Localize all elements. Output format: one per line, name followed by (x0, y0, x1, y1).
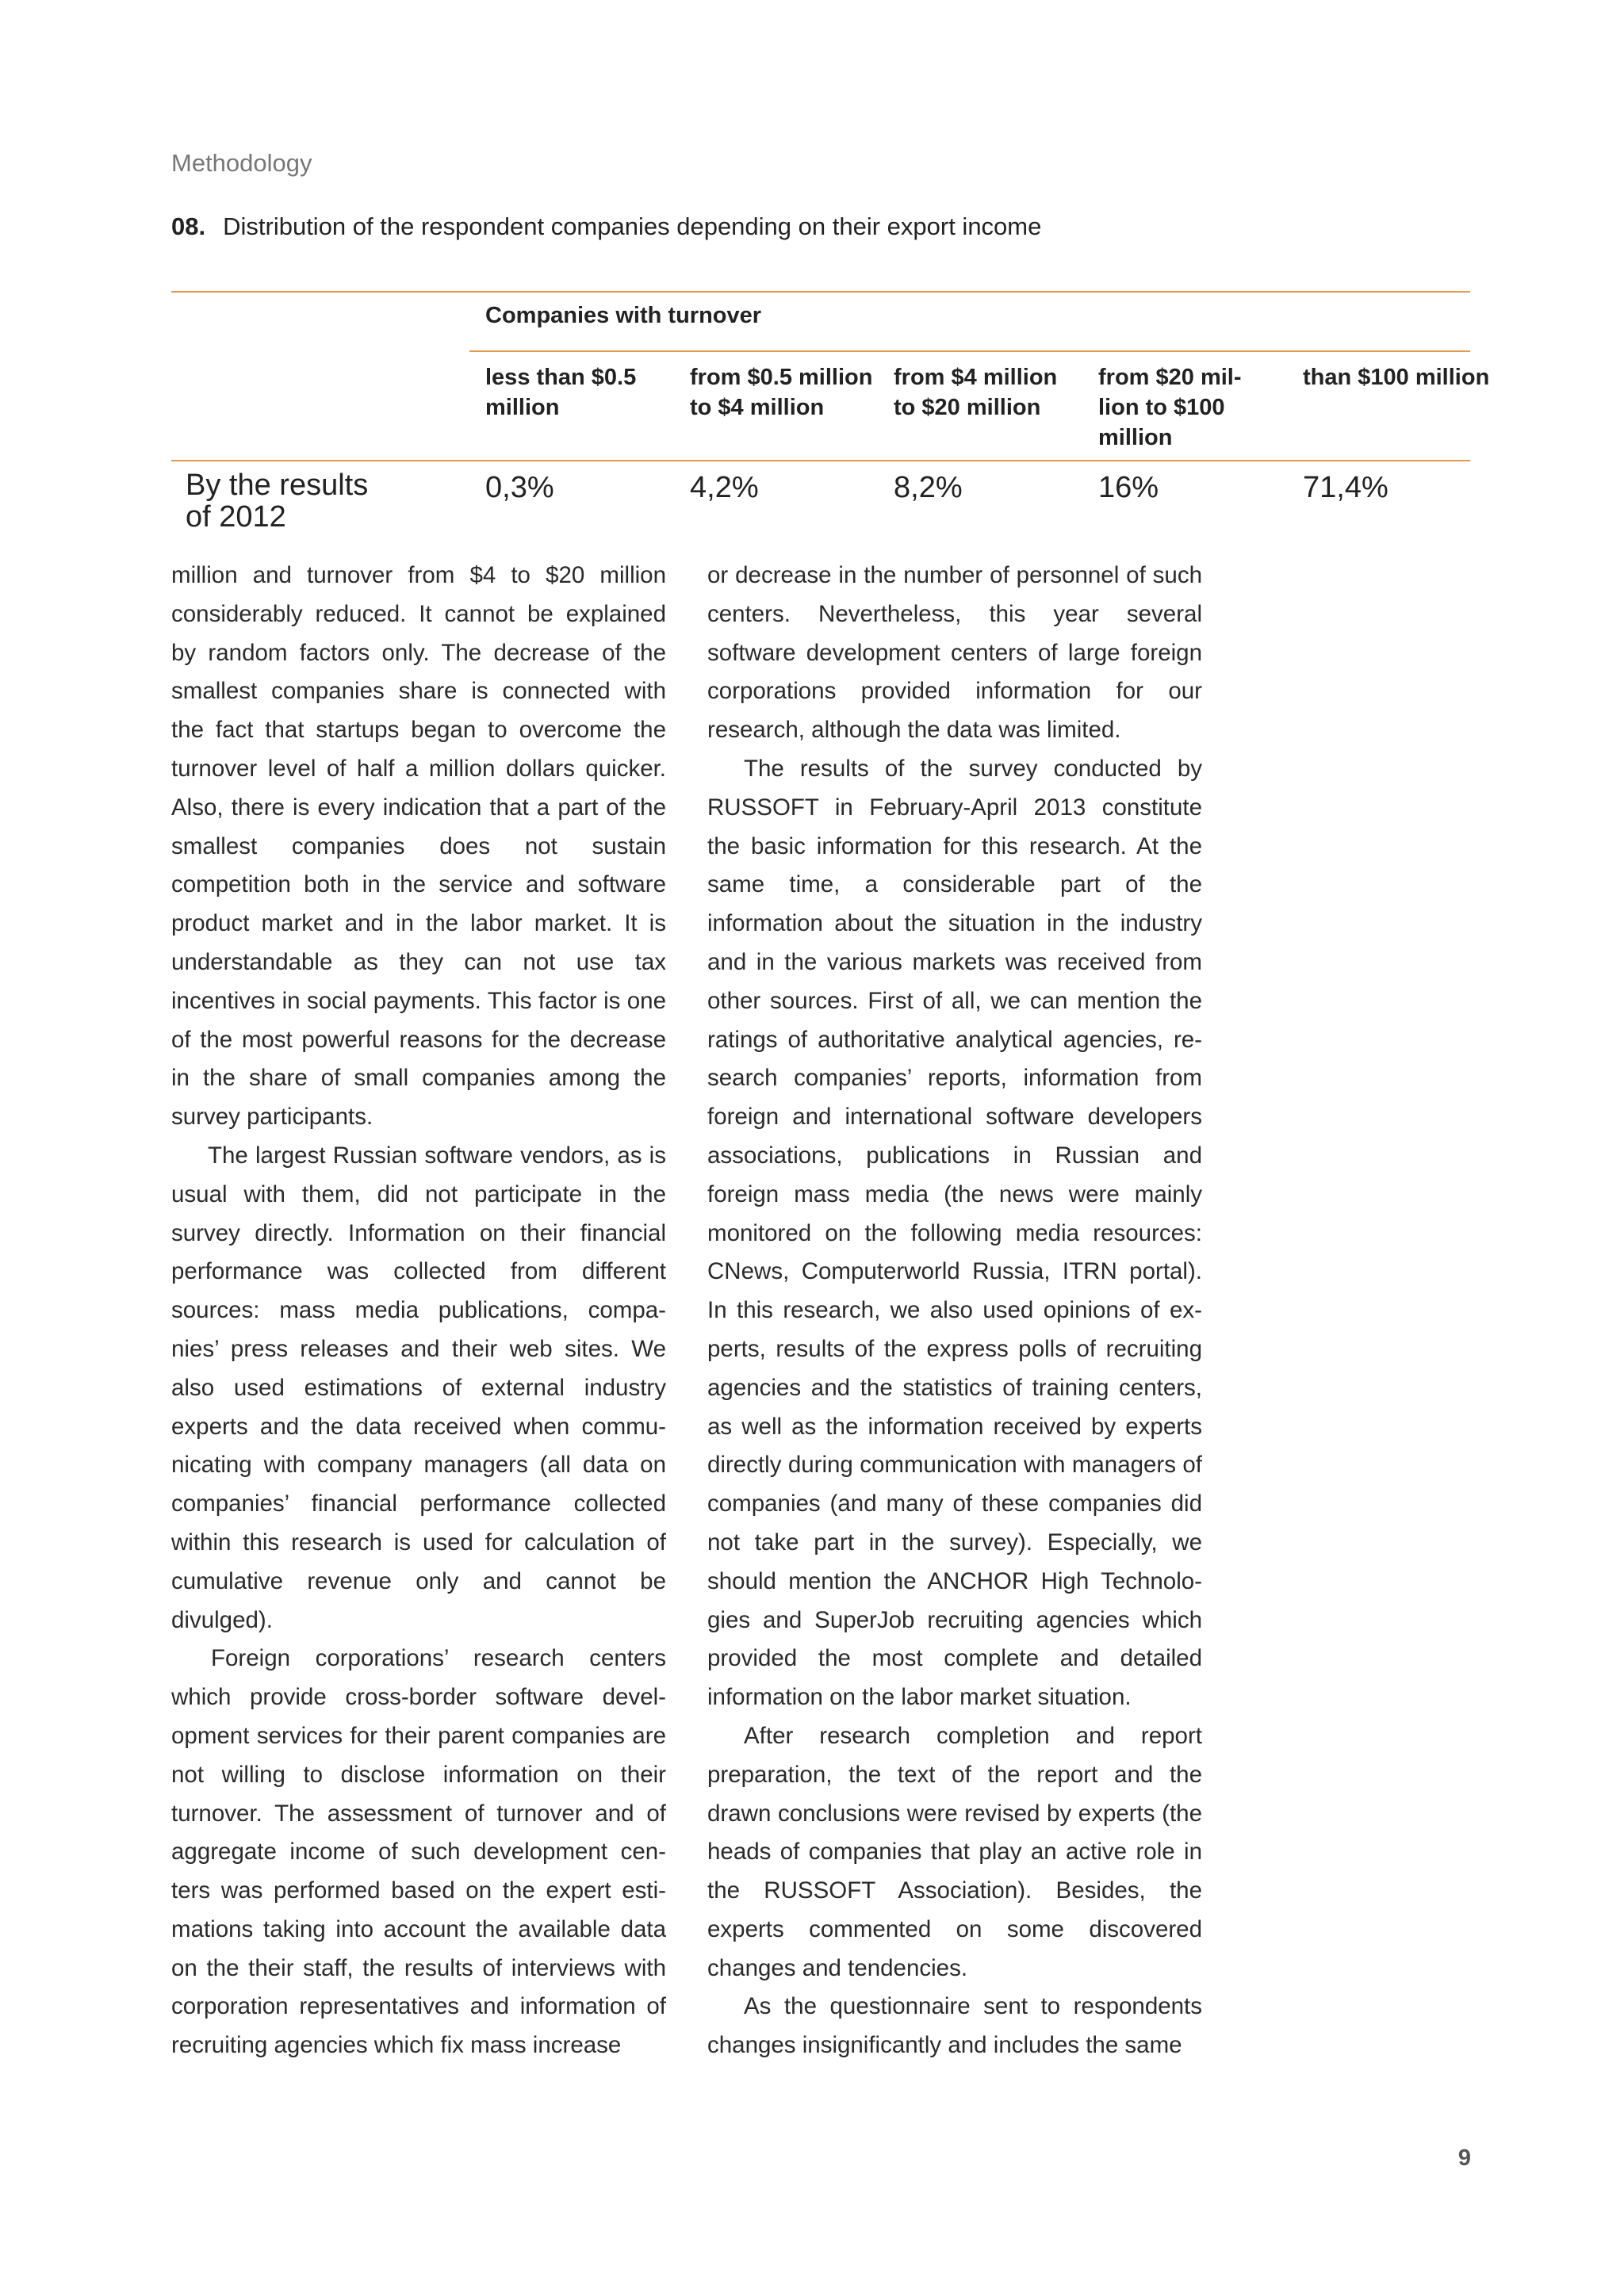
figure-number: 08. (171, 212, 206, 240)
paragraph: After research completion and report preparation, the text of the report and the drawn conclusions were revised by experts (the heads of companies that play an active role in the RUSSOFT Association). Besides, the experts commented on some discovered changes and tendencies. (707, 1722, 1202, 1981)
paragraph: million and turnover from $4 to $20 million considerably reduced. It cannot be explained by random factors only. The decrease of the smallest companies share is connected with the fact that startups began to overcome the turnover level of half a million dollars quicker. Also, there is every indication that a part of the smallest companies does not sustain competition both in the service and software product market and in the labor market. It is understandable as they can not use tax incentives in social payments. This factor is one of the most powerful reasons for the decrease in the share of small companies among the survey participants. (171, 562, 666, 1131)
page-number: 9 (1457, 2145, 1471, 2171)
table-top-rule (171, 291, 1470, 293)
table-cell: 8,2% (894, 471, 963, 504)
row-label: By the results of 2012 (186, 469, 369, 534)
table-cell: 0,3% (485, 471, 554, 504)
table-group-header: Companies with turnover (485, 303, 762, 328)
table-cell: 71,4% (1303, 471, 1388, 504)
table-group-rule (469, 350, 1470, 352)
column-header: from $4 million to $20 million (894, 365, 1058, 420)
figure-title: Distribution of the respondent companies depending on their export income (223, 212, 1042, 240)
body-column-left (171, 557, 666, 2065)
paragraph: Foreign corporations’ research centers which provide cross-border software devel- opment services for their parent companies are not willing to disclose information on their turnover. The assessment of turnover and of aggregate income of such development cen- ters was performed based on the expert esti- mations taking into account the available data on the their staff, the results of interviews with corporation representatives and information of recruiting agencies which fix mass increase (171, 1645, 666, 2059)
table-cell: 4,2% (690, 471, 759, 504)
column-header: less than $0.5 million (485, 365, 637, 420)
paragraph: The results of the survey conducted by RUSSOFT in February-April 2013 constitute the basic information for this research. At the same time, a considerable part of the information about the situation in the industry and in the various markets was received from other sources. First of all, we can mention the ratings of authoritative analytical agencies, re- search companies’ reports, information from foreign and international software developers associations, publications in Russian and foreign mass media (the news were mainly monitored on the following media resources: CNews, Computerworld Russia, ITRN portal). In this research, we also used opinions of ex- perts, results of the express polls of recruiting agencies and the statistics of training centers, as well as the information received by experts directly during communication with managers of companies (and many of these companies did not take part in the survey). Especially, we should mention the ANCHOR High Technolo- gies and SuperJob recruiting agencies which provided the most complete and detailed information on the labor market situation. (707, 755, 1202, 1711)
paragraph: or decrease in the number of personnel of such centers. Nevertheless, this year several software development centers of large foreign corporations provided information for our research, although the data was limited. (707, 562, 1202, 744)
column-header: than $100 million (1303, 365, 1490, 390)
section-label: Methodology (171, 149, 312, 177)
body-column-right (707, 557, 1202, 2065)
paragraph: As the questionnaire sent to respondents changes insignificantly and includes the same (707, 1993, 1202, 2059)
figure-caption (171, 212, 1041, 241)
table-cell: 16% (1098, 471, 1159, 504)
column-header: from $0.5 million to $4 million (690, 365, 873, 420)
column-header: from $20 mil- lion to $100 million (1098, 365, 1242, 450)
table-header-rule (171, 460, 1470, 461)
paragraph: The largest Russian software vendors, as is usual with them, did not participate in the survey directly. Information on their financial performance was collected from different sources: mass media publications, compa- nies’ press releases and their web sites. We also used estimations of external industry experts and the data received when commu- nicating with company managers (all data on companies’ financial performance collected within this research is used for calculation of cumulative revenue only and cannot be divulged). (171, 1142, 666, 1633)
